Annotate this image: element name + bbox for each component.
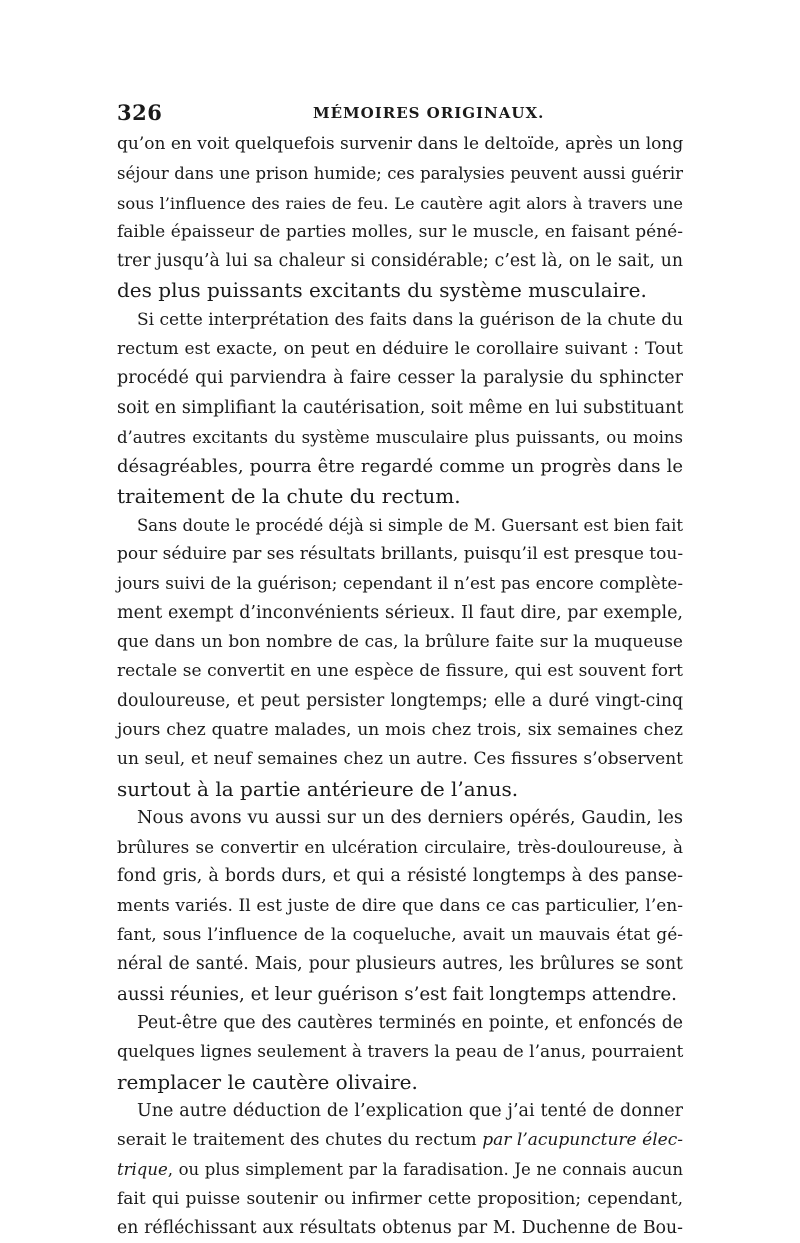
text-line: qu’on en voit quelquefois survenir dans le deltoïde, après un long	[117, 134, 684, 154]
page-number: 326	[117, 100, 163, 125]
running-head: MÉMOIRES ORIGINAUX.	[313, 104, 545, 122]
italic-run: par l’acupuncture élec-	[482, 1130, 683, 1151]
text-line: fant, sous l’influence de la coqueluche, avait un mauvais état gé-	[117, 925, 683, 946]
text-line: Peut-être que des cautères terminés en pointe, et enfoncés de	[137, 1012, 683, 1033]
body-text	[117, 130, 683, 1243]
text-line-mixed	[117, 1155, 683, 1184]
text-line: sous l’influence des raies de feu. Le cautère agit alors à travers une	[117, 193, 683, 213]
text-line: ments variés. Il est juste de dire que dans ce cas particulier, l’en-	[117, 895, 683, 916]
text-line: Si cette interprétation des faits dans la guérison de la chute du	[137, 309, 684, 330]
text-line: surtout à la partie antérieure de l’anus.	[117, 776, 519, 801]
text-line: traitement de la chute du rectum.	[117, 483, 461, 508]
text-line: un seul, et neuf semaines chez un autre. Ces fissures s’observent	[117, 749, 683, 770]
text-line: soit en simplifiant la cautérisation, soit même en lui substituant	[117, 397, 684, 418]
text-line-mixed	[117, 1126, 683, 1155]
text-line: procédé qui parviendra à faire cesser la paralysie du sphincter	[117, 368, 683, 389]
text-line: jours suivi de la guérison; cependant il n’est pas encore complète-	[117, 573, 683, 594]
text-line: séjour dans une prison humide; ces paralysies peuvent aussi guérir	[117, 164, 683, 184]
text-line: brûlures se convertir en ulcération circulaire, très-douloureuse, à	[117, 837, 683, 858]
text-line: jours chez quatre malades, un mois chez trois, six semaines chez	[117, 719, 683, 740]
text-line: Sans doute le procédé déjà si simple de M. Guersant est bien fait	[137, 515, 683, 535]
text-line: ment exempt d’inconvénients sérieux. Il faut dire, par exemple,	[117, 602, 683, 623]
text-line: remplacer le cautère olivaire.	[117, 1069, 418, 1094]
text-line: rectum est exacte, on peut en déduire le corollaire suivant : Tout	[117, 339, 683, 360]
text-line: des plus puissants excitants du système musculaire.	[117, 278, 647, 303]
text-run: , ou plus simplement par la faradisation. Je ne connais aucun	[167, 1160, 683, 1180]
text-line: faible épaisseur de parties molles, sur le muscle, en faisant péné-	[117, 221, 683, 242]
page-header	[117, 100, 683, 128]
text-line: désagréables, pourra être regardé comme un progrès dans le	[117, 456, 683, 478]
text-line: en réfléchissant aux résultats obtenus par M. Duchenne de Bou-	[117, 1217, 683, 1238]
text-line: Une autre déduction de l’explication que j’ai tenté de donner	[137, 1100, 683, 1121]
text-line: douloureuse, et peut persister longtemps; elle a duré vingt-cinq	[117, 690, 683, 711]
text-run: serait le traitement des chutes du rectum	[117, 1130, 483, 1151]
text-line: quelques lignes seulement à travers la peau de l’anus, pourraient	[117, 1042, 684, 1063]
italic-run: trique	[117, 1160, 168, 1180]
text-line: trer jusqu’à lui sa chaleur si considérable; c’est là, on le sait, un	[117, 251, 683, 272]
text-line: rectale se convertit en une espèce de fissure, qui est souvent fort	[117, 661, 683, 682]
text-line: Nous avons vu aussi sur un des derniers opérés, Gaudin, les	[137, 807, 683, 828]
text-line: aussi réunies, et leur guérison s’est fait longtemps attendre.	[117, 983, 677, 1005]
text-line: fait qui puisse soutenir ou infirmer cette proposition; cependant,	[117, 1188, 683, 1209]
text-line: néral de santé. Mais, pour plusieurs autres, les brûlures se sont	[117, 954, 683, 975]
text-line: que dans un bon nombre de cas, la brûlure faite sur la muqueuse	[117, 632, 683, 653]
text-line: pour séduire par ses résultats brillants, puisqu’il est presque tou-	[117, 544, 684, 565]
text-line: fond gris, à bords durs, et qui a résisté longtemps à des panse-	[117, 866, 683, 887]
text-line: d’autres excitants du système musculaire plus puissants, ou moins	[117, 427, 683, 447]
